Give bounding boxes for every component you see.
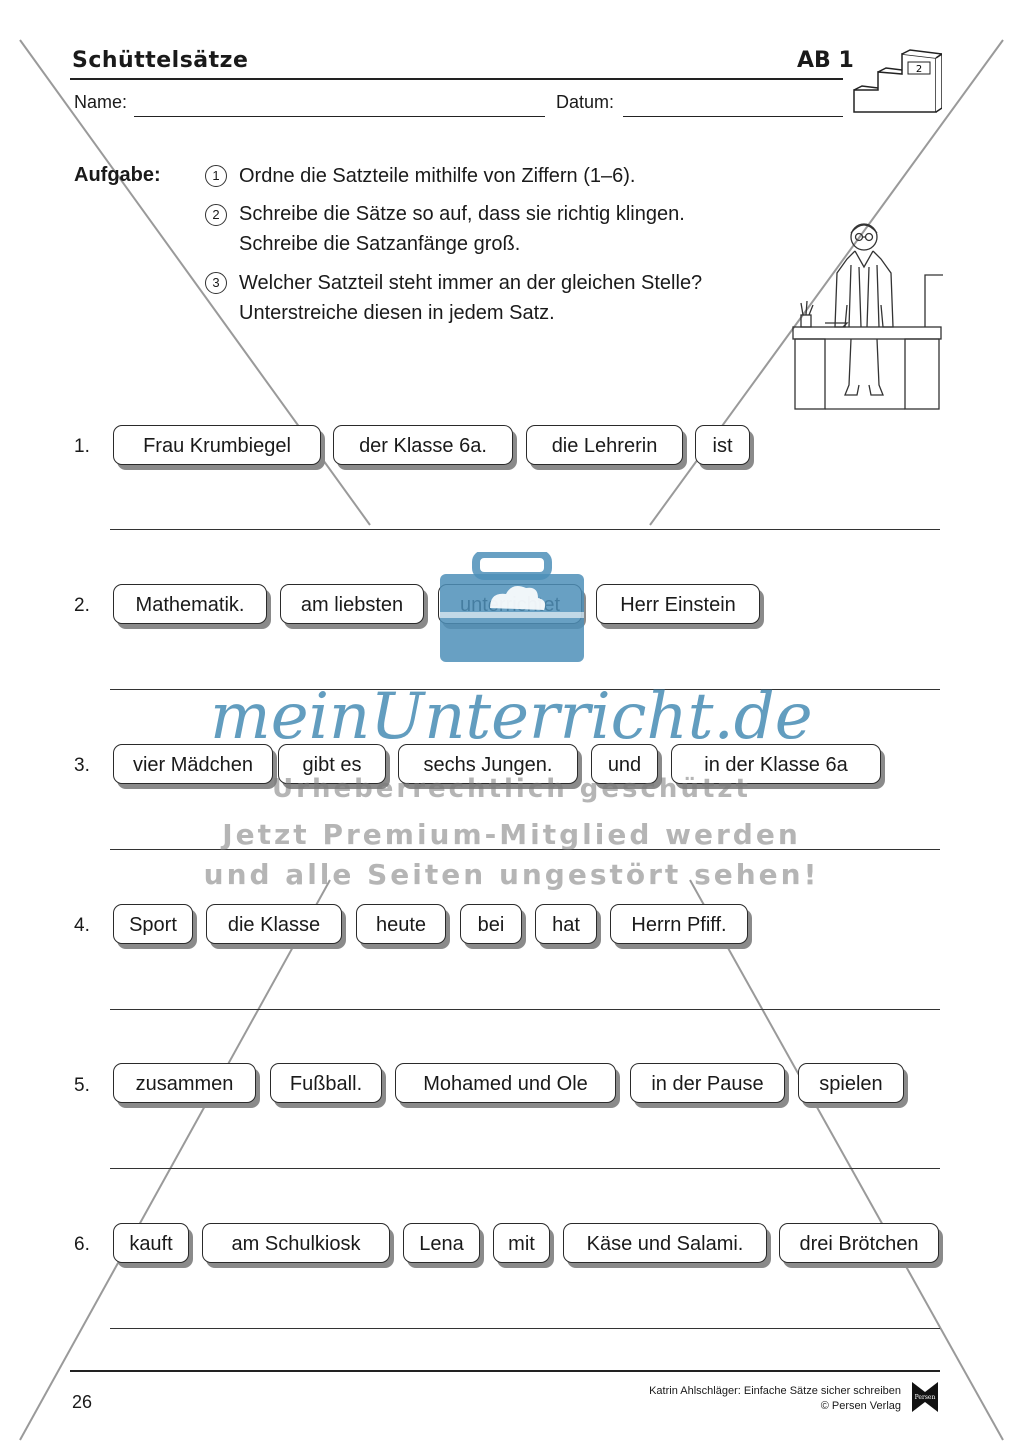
word-card[interactable]: der Klasse 6a. [333, 425, 513, 465]
sentence-number: 6. [74, 1234, 90, 1255]
header-rule [70, 78, 843, 80]
sentence-number: 5. [74, 1075, 90, 1096]
word-card[interactable]: kauft [113, 1223, 189, 1263]
watermark-copyright: Urheberrechtlich geschützt [272, 774, 751, 804]
page-number: 26 [72, 1392, 93, 1412]
date-field[interactable] [623, 116, 843, 117]
word-card[interactable]: hat [535, 904, 597, 944]
step-number: 3 [205, 272, 227, 294]
word-card[interactable]: bei [460, 904, 522, 944]
sentence-number: 2. [74, 595, 90, 616]
word-card[interactable]: Sport [113, 904, 193, 944]
word-card[interactable]: Käse und Salami. [563, 1223, 767, 1263]
word-card[interactable]: in der Pause [630, 1063, 785, 1103]
word-card[interactable]: Herr Einstein [596, 584, 760, 624]
word-card[interactable]: zusammen [113, 1063, 256, 1103]
word-card[interactable]: Lena [403, 1223, 480, 1263]
name-label: Name: [74, 92, 128, 112]
watermark-premium: Jetzt Premium-Mitglied werden [222, 818, 801, 851]
step-number: 1 [205, 165, 227, 187]
step-text: Unterstreiche diesen in jedem Satz. [239, 302, 555, 324]
watermark-premium-2: und alle Seiten ungestört sehen! [203, 858, 820, 891]
word-card[interactable]: gibt es [278, 744, 386, 784]
word-card[interactable]: am Schulkiosk [202, 1223, 390, 1263]
word-card[interactable]: die Lehrerin [526, 425, 683, 465]
sheet-label: AB 1 [797, 48, 854, 73]
step-text: Schreibe die Satzanfänge groß. [239, 233, 521, 255]
word-card[interactable]: in der Klasse 6a [671, 744, 881, 784]
publisher-logo [912, 1382, 938, 1412]
level-stairs-icon [850, 48, 942, 116]
word-card[interactable]: Mohamed und Ole [395, 1063, 616, 1103]
teacher-illustration [785, 215, 945, 415]
briefcase-cloud-icon [438, 552, 586, 664]
footer-rule [70, 1370, 940, 1372]
answer-line[interactable] [110, 529, 940, 530]
word-card[interactable]: spielen [798, 1063, 904, 1103]
credit [649, 1384, 901, 1414]
credit-line: © Persen Verlag [820, 1400, 901, 1412]
name-field[interactable] [134, 116, 545, 117]
word-card[interactable]: heute [356, 904, 446, 944]
step-number: 2 [205, 204, 227, 226]
word-card[interactable]: Herrn Pfiff. [610, 904, 748, 944]
word-card[interactable]: Fußball. [270, 1063, 382, 1103]
word-card[interactable]: die Klasse [206, 904, 342, 944]
sentence-number: 4. [74, 915, 90, 936]
sentence-number: 1. [74, 436, 90, 457]
svg-text:Persen: Persen [914, 1394, 936, 1401]
task-label: Aufgabe: [74, 164, 161, 186]
word-card[interactable]: und [591, 744, 658, 784]
word-card[interactable]: mit [493, 1223, 550, 1263]
step-text: Ordne die Satzteile mithilfe von Ziffern (1–6). [239, 165, 636, 187]
word-card[interactable]: Mathematik. [113, 584, 267, 624]
word-card[interactable]: am liebsten [280, 584, 424, 624]
worksheet-title: Schüttelsätze [72, 48, 249, 73]
svg-text:2: 2 [915, 64, 923, 75]
step-text: Schreibe die Sätze so auf, dass sie richtig klingen. [239, 203, 685, 225]
word-card[interactable]: ist [695, 425, 750, 465]
word-card[interactable]: Frau Krumbiegel [113, 425, 321, 465]
sentence-number: 3. [74, 755, 90, 776]
answer-line[interactable] [110, 1168, 940, 1169]
word-card[interactable]: vier Mädchen [113, 744, 273, 784]
answer-line[interactable] [110, 1009, 940, 1010]
word-card[interactable]: drei Brötchen [779, 1223, 939, 1263]
word-card[interactable]: sechs Jungen. [398, 744, 578, 784]
credit-line: Katrin Ahlschläger: Einfache Sätze sicher schreiben [649, 1385, 901, 1397]
answer-line[interactable] [110, 1328, 940, 1329]
step-text: Welcher Satzteil steht immer an der gleichen Stelle? [239, 272, 703, 294]
date-label: Datum: [556, 92, 615, 112]
watermark-logo: meinUnterricht.de [210, 680, 813, 754]
